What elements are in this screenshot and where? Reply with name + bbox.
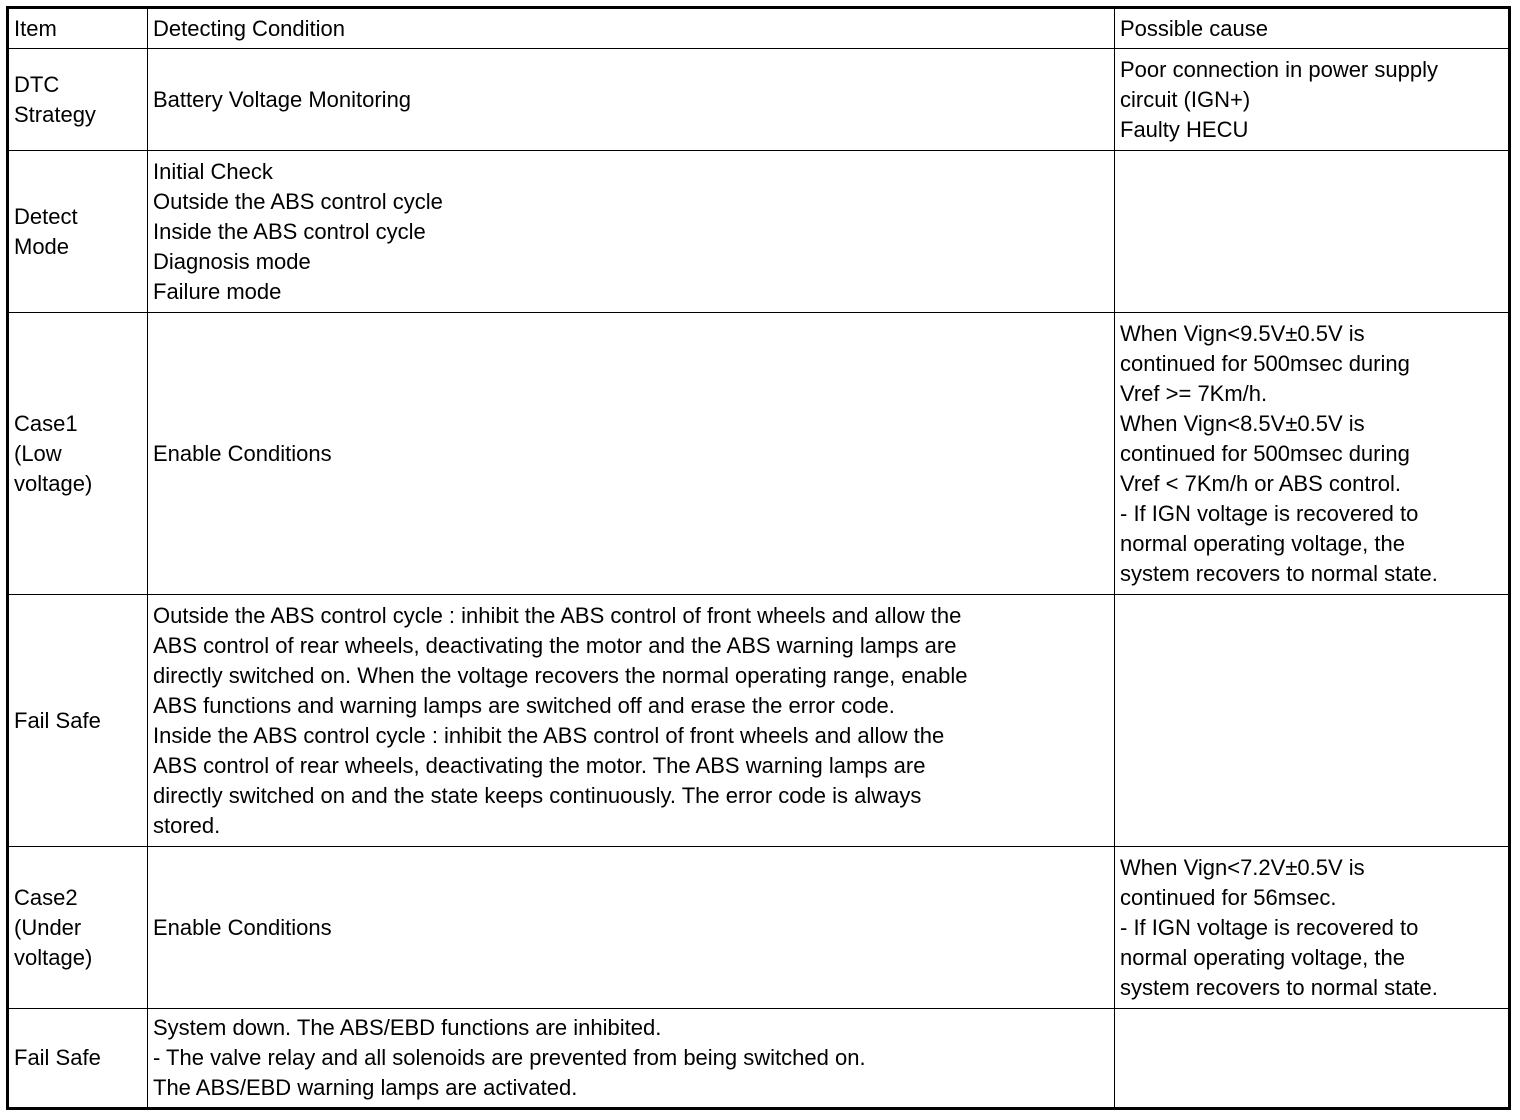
item-cell: [8, 1009, 148, 1109]
condition-line: Outside the ABS control cycle : inhibit the ABS control of front wheels and allow the: [153, 602, 962, 628]
item-line: Fail Safe: [14, 707, 101, 733]
cause-line: normal operating voltage, the: [1120, 944, 1405, 970]
table-body: [8, 49, 1510, 1109]
item-line: (Under: [14, 914, 82, 940]
condition-line: stored.: [153, 812, 221, 838]
condition-line: ABS control of rear wheels, deactivating the motor. The ABS warning lamps are: [153, 752, 926, 778]
cause-line: system recovers to normal state.: [1120, 560, 1438, 586]
item-cell: [8, 847, 148, 1009]
header-item: Item: [8, 8, 148, 49]
header-possible-cause: Possible cause: [1115, 8, 1510, 49]
cause-line: continued for 56msec.: [1120, 884, 1337, 910]
cause-line: normal operating voltage, the: [1120, 530, 1405, 556]
condition-line: directly switched on and the state keeps continuously. The error code is always: [153, 782, 922, 808]
condition-line: directly switched on. When the voltage recovers the normal operating range, enable: [153, 662, 968, 688]
condition-line: Inside the ABS control cycle: [153, 218, 426, 244]
cause-cell: [1115, 151, 1510, 313]
item-line: (Low: [14, 440, 62, 466]
cause-line: - If IGN voltage is recovered to: [1120, 914, 1419, 940]
table-row: [8, 313, 1510, 595]
condition-line: The ABS/EBD warning lamps are activated.: [153, 1075, 578, 1100]
table-row: [8, 1009, 1510, 1109]
cause-line: - If IGN voltage is recovered to: [1120, 500, 1419, 526]
cause-line: Faulty HECU: [1120, 116, 1249, 142]
cause-cell: [1115, 49, 1510, 151]
condition-line: ABS control of rear wheels, deactivating the motor and the ABS warning lamps are: [153, 632, 957, 658]
condition-line: - The valve relay and all solenoids are prevented from being switched on.: [153, 1045, 866, 1070]
item-line: DTC: [14, 71, 60, 97]
cause-line: continued for 500msec during: [1120, 440, 1410, 466]
condition-line: Outside the ABS control cycle: [153, 188, 443, 214]
cause-line: When Vign<8.5V±0.5V is: [1120, 410, 1365, 436]
condition-line: Battery Voltage Monitoring: [153, 86, 412, 112]
cause-line: circuit (IGN+): [1120, 86, 1251, 112]
item-cell: [8, 151, 148, 313]
condition-cell: [148, 313, 1115, 595]
condition-line: Failure mode: [153, 278, 282, 304]
item-line: Case2: [14, 884, 78, 910]
item-line: Detect: [14, 203, 78, 229]
item-cell: [8, 313, 148, 595]
condition-line: Initial Check: [153, 158, 273, 184]
condition-cell: [148, 1009, 1115, 1109]
item-line: Strategy: [14, 101, 96, 127]
table-row: [8, 49, 1510, 151]
item-line: voltage): [14, 470, 93, 496]
condition-line: Enable Conditions: [153, 914, 332, 940]
condition-line: System down. The ABS/EBD functions are inhibited.: [153, 1015, 662, 1040]
condition-cell: [148, 595, 1115, 847]
item-line: Case1: [14, 410, 78, 436]
condition-line: Enable Conditions: [153, 440, 332, 466]
item-cell: [8, 595, 148, 847]
cause-line: Vref >= 7Km/h.: [1120, 380, 1268, 406]
diagnostic-table: [6, 6, 1511, 1110]
cause-line: When Vign<7.2V±0.5V is: [1120, 854, 1365, 880]
header-detecting-condition: Detecting Condition: [148, 8, 1115, 49]
cause-cell: [1115, 313, 1510, 595]
cause-line: Poor connection in power supply: [1120, 56, 1438, 82]
condition-line: ABS functions and warning lamps are switched off and erase the error code.: [153, 692, 895, 718]
condition-cell: [148, 49, 1115, 151]
cause-cell: [1115, 847, 1510, 1009]
table-row: [8, 151, 1510, 313]
cause-line: Vref < 7Km/h or ABS control.: [1120, 470, 1402, 496]
condition-cell: [148, 151, 1115, 313]
condition-line: Inside the ABS control cycle : inhibit the ABS control of front wheels and allow the: [153, 722, 945, 748]
cause-line: When Vign<9.5V±0.5V is: [1120, 320, 1365, 346]
item-line: voltage): [14, 944, 93, 970]
table-row: [8, 847, 1510, 1009]
item-line: Mode: [14, 233, 70, 259]
item-line: Fail Safe: [14, 1045, 101, 1070]
condition-line: Diagnosis mode: [153, 248, 311, 274]
condition-cell: [148, 847, 1115, 1009]
cause-cell: [1115, 595, 1510, 847]
table-header-row: [8, 8, 1510, 49]
cause-cell: [1115, 1009, 1510, 1109]
item-cell: [8, 49, 148, 151]
cause-line: continued for 500msec during: [1120, 350, 1410, 376]
table-row: [8, 595, 1510, 847]
cause-line: system recovers to normal state.: [1120, 974, 1438, 1000]
